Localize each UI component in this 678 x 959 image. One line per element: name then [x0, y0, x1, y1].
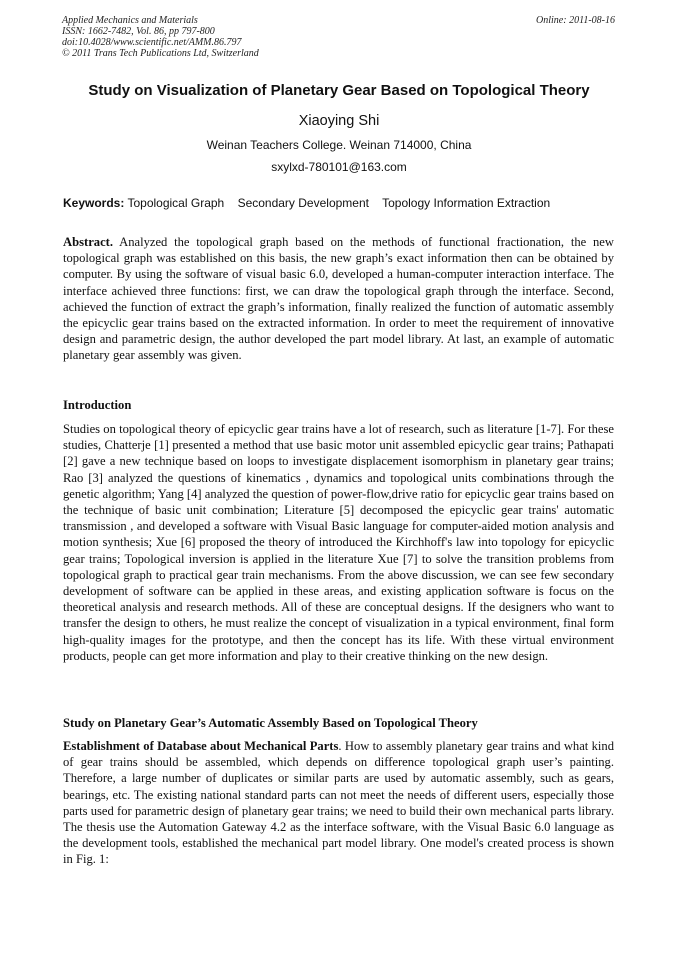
introduction-paragraph: Studies on topological theory of epicyclic gear trains have a lot of research, such as literature [1-7]. For these studies, Chatterje [1] presented a method that use basic motor unit assembled epicyclic gear trains; Pathapati [2] gave a new technique based on loops to investigate displacement isomorphism in planetary gear trains; Rao [3] analyzed the questions of kinematics , dynamics and topological units combinations through the genetic algorithm; Yang [4] analyzed the question of power-flow,drive ratio for epicyclic gear trains based on the technique of basic unit combination; Literature [5] decomposed the epicyclic gear trains' automatic transmission , and developed a software with Visual Basic language for computer-aided motion analysis and motion synthesis; Xue [6] proposed the theory of introduced the Kirchhoff's law into topology for epicyclic gear trains; Topological inversion is applied in the literature Xue [7] to solve the transition problems from topological graph to practical gear train mechanisms. From the above discussion, we can see few secondary development of software can be applied in these areas, and existing application software is focus on the theoretical analysis and research methods. All of these are conceptual designs. If the designers who want to transfer the design to others, he must realize the concept of visualization in a typical environment, final form high-quality images for the prototype, and then the concept has its life. With these virtual environment products, people can get more information and play to their creative thinking on the new design.: [63, 422, 614, 663]
paper-author: Xiaoying Shi: [298, 113, 380, 129]
keywords-line: [63, 196, 623, 210]
keyword-item: Topology Information Extraction: [382, 196, 551, 210]
author-email[interactable]: sxylxd-780101@163.com: [271, 160, 407, 174]
journal-name: Applied Mechanics and Materials: [62, 15, 198, 26]
online-date: Online: 2011-08-16: [536, 15, 615, 26]
abstract-label: Abstract.: [63, 235, 114, 249]
section-text: . How to assembly planetary gear trains and what kind of gear trains should be assembled, which depends on difference topological graph user’s painting. Therefore, a large number of duplicates or similar parts are used by automatic assembly, such as gears, bearings, etc. The existing national standard parts can not meet the needs of different users, especially those parts used for parametric design of planetary gear trains; we need to build their own mechanical parts library. The thesis use the Automation Gateway 4.2 as the interface software, with the Visual Basic 6.0 language as the development tools, established the mechanical part model library. One model's created process is shown in Fig. 1:: [63, 739, 614, 867]
journal-header: [62, 15, 259, 59]
journal-copyright: © 2011 Trans Tech Publications Ltd, Switzerland: [62, 48, 259, 59]
keywords-label: Keywords:: [63, 196, 125, 210]
subsection-heading: Establishment of Database about Mechanical Parts: [63, 739, 339, 753]
keyword-item: Secondary Development: [237, 196, 369, 210]
journal-doi[interactable]: doi:10.4028/www.scientific.net/AMM.86.797: [62, 37, 242, 48]
paper-affiliation: Weinan Teachers College. Weinan 714000, China: [206, 138, 472, 152]
introduction-heading: Introduction: [63, 398, 132, 412]
abstract-paragraph: [63, 234, 614, 364]
section-paragraph: [63, 738, 614, 868]
section-heading: Study on Planetary Gear’s Automatic Assembly Based on Topological Theory: [63, 716, 478, 730]
journal-issn: ISSN: 1662-7482, Vol. 86, pp 797-800: [62, 26, 215, 37]
keyword-item: Topological Graph: [127, 196, 225, 210]
paper-title: Study on Visualization of Planetary Gear Based on Topological Theory: [88, 82, 590, 99]
abstract-text: Analyzed the topological graph based on the methods of functional fractionation, the new topological graph was established on this basis, the new graph’s exact information then can be obtained by computer. By using the software of visual basic 6.0, developed a human-computer interaction interface. The interface achieved three functions: first, we can draw the topological graph through the interface. Second, achieved the function of extract the graph’s information, finally realized the function of automatic assembly the epicyclic gear trains based on the extracted information. In order to meet the requirement of innovative design and parametric design, the author developed the part model library. At last, an example of automatic planetary gear assembly was given.: [63, 235, 614, 363]
